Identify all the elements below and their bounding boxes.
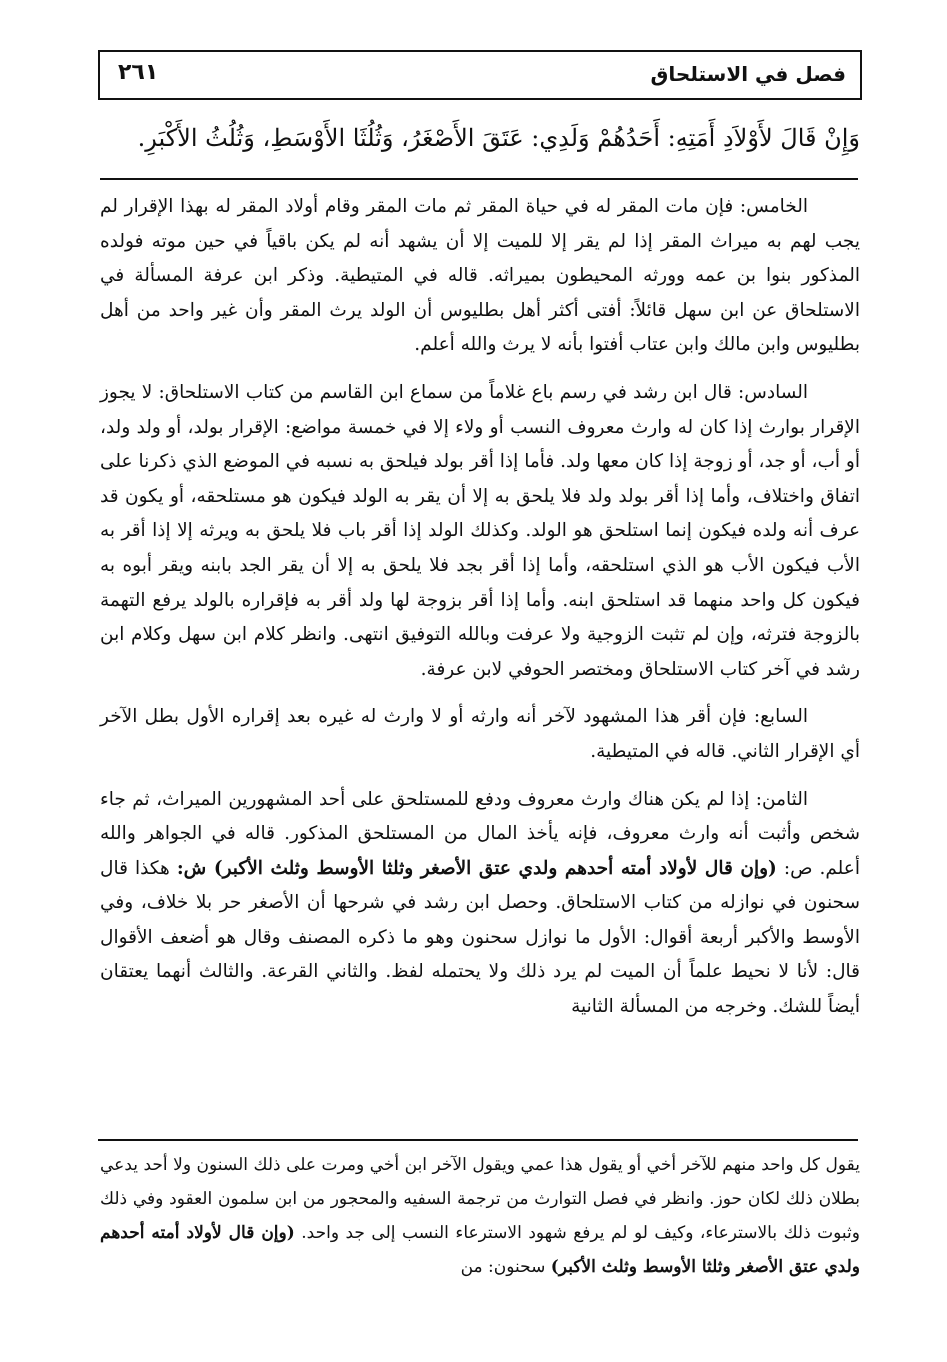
page-number: ٢٦١ [118, 60, 159, 85]
paragraph-eighth-rest: هكذا قال سحنون في نوازله من كتاب الاستلحاق. وحصل ابن رشد في شرحها أن الأصغر حر بلا خلاف، وفي الأوسط والأكبر أربعة أقوال: الأول ما نوازل سحنون وهو ما ذكره المصنف وقال هو أضعف الأقوال قال: لأنا لا نحيط علماً أن الميت لم يرد ذلك ولا يحتمله لفظ. والثاني القرعة. والثالث أنهما يعتقان أيضاً للشك. وخرجه من المسألة الثانية [100, 857, 860, 1018]
paragraph-eighth [100, 783, 860, 1025]
paragraph-eighth-start: الثامن: إذا لم يكن هناك وارث معروف ودفع للمستلحق على أحد المشهورين الميراث، ثم جاء شخص وأثبت أنه وارث معروف، فإنه يأخذ المال من المستلحق المذكور. قاله في الجواهر والله أعلم. ص: [100, 788, 860, 879]
matn-divider [100, 178, 858, 180]
footnote-part-1: يقول كل واحد منهم للآخر أخي أو يقول هذا عمي ويقول الآخر ابن أخي ومرت على ذلك السنون ولا أحد يدعي بطلان ذلك لكان حوز. وانظر في فصل التوارث من ترجمة السفيه والمحجور من ابن سلمون العقود وفي ذلك وثبوت ذلك بالاسترعاء، وكيف لو لم يرفع شهود الاسترعاء النسب إلى جد واحد. [100, 1155, 860, 1243]
running-header [98, 50, 862, 100]
paragraph-sixth: السادس: قال ابن رشد في رسم باع غلاماً من سماع ابن القاسم من كتاب الاستلحاق: لا يجوز الإقرار بوارث إذا كان له وارث معروف النسب أو ولاء إلا في خمسة مواضع: الإقرار بولد، أو ولد ولد، أو أب، أو جد، أو زوجة إذا كان معها ولد. فأما إذا أقر بولد فيلحق به نسبه في الموضع الذي ذكرنا على اتفاق واختلاف، وأما إذا أقر بولد ولد فلا يلحق به إلا أن يقر به الولد فيكون هو مستلحقه، أو يكون قد عرف أنه ولده فيكون إنما استلحق هو الولد. وكذلك الولد إذا أقر باب فلا يلحق به ويرثه إلا إذا أقر به الأب فيكون الأب هو الذي استلحقه، وأما إذا أقر بجد فلا يلحق به إلا أن يقر الجد بابنه ويقر أبوه به فيكون كل واحد منهما قد استلحق ابنه. وأما إذا أقر بزوجة لها ولد أقر به فإقراره بالولد يرفع التهمة بالزوجة فترثه، وإن لم تثبت الزوجية ولا عرفت وبالله التوفيق انتهى. وانظر كلام ابن سهل وكلام ابن رشد في آخر كتاب الاستلحاق ومختصر الحوفي لابن عرفة. [100, 381, 860, 680]
footnote [100, 1148, 860, 1284]
matn-text: وَإِنْ قَالَ لأَوْلاَدِ أَمَتِهِ: أَحَدُهُمْ وَلَدِي: عَتَقَ الأَصْغَرُ، وَثُلُثَا الأَوْسَطِ، وَثُلُثُ الأَكْبَرِ. [137, 124, 860, 152]
footnote-part-2: سحنون: من [460, 1257, 551, 1277]
chapter-title: فصل في الاستلحاق [650, 62, 846, 86]
quoted-matn: (وإن قال لأولاد أمته أحدهم ولدي عتق الأصغر وثلثا الأوسط وثلث الأكبر) ش: [176, 857, 777, 879]
paragraph-fifth: الخامس: فإن مات المقر له في حياة المقر ثم مات المقر وقام أولاد المقر له بهذا الإقرار لم يجب لهم به ميراث المقر إذا لم يقر إلا للميت إلا أن يشهد أنه لم يكن باقياً في حين موته فولده المذكور بنوا بن عمه وورثه المحيطون بميراثه. قاله في المتيطية. وذكر ابن عرفة المسألة في الاستلحاق عن ابن سهل قائلاً: أفتى أكثر أهل بطليوس أن الولد يرث المقر وأن غير واحد من أهل بطليوس وابن مالك وابن عتاب أفتوا بأنه لا يرث والله أعلم. [100, 196, 860, 356]
footnote-divider [98, 1139, 858, 1141]
footnote-text [100, 1148, 860, 1284]
paragraph-seventh: السابع: فإن أقر هذا المشهود لآخر أنه وارثه أو لا وارث له غيره بعد إقراره الأول بطل الآخر أي الإقرار الثاني. قاله في المتيطية. [100, 706, 860, 762]
commentary [100, 190, 860, 1038]
footnote-quoted-matn: (وإن قال لأولاد أمته أحدهم ولدي عتق الأصغر وثلثا الأوسط وثلث الأكبر) [100, 1223, 860, 1277]
